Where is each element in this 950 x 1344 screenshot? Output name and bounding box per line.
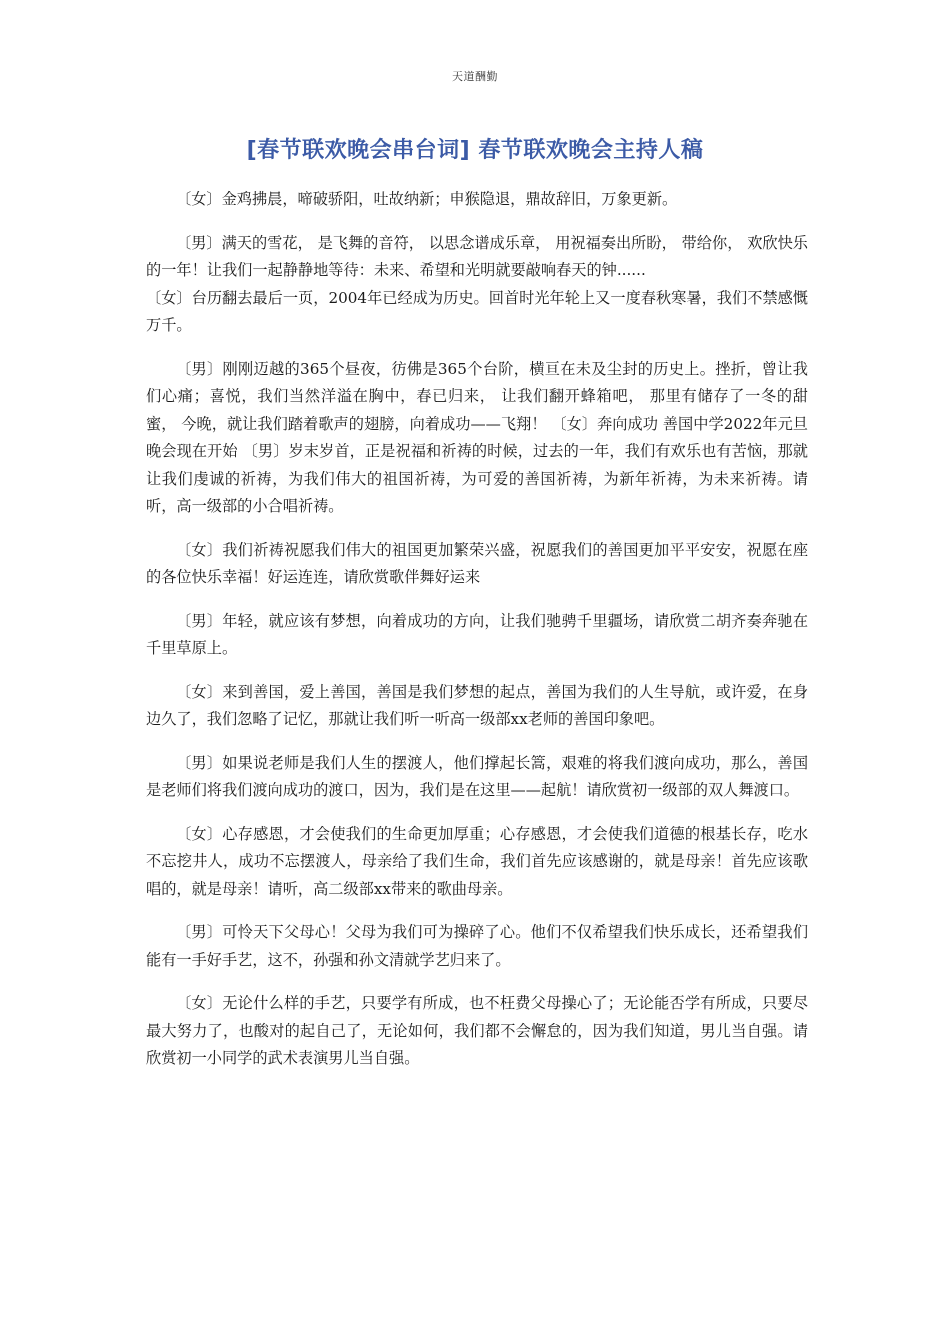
document-title: [春节联欢晚会串台词] 春节联欢晚会主持人稿 — [246, 138, 704, 163]
paragraph-9: 〔女〕心存感恩，才会使我们的生命更加厚重；心存感恩，才会使我们道德的根基长存，吃水不忘挖井人，成功不忘摆渡人，母亲给了我们生命，我们首先应该感谢的，就是母亲！首先应该歌唱的，就是母亲！请听，高二级部xx带来的歌曲母亲。 — [146, 824, 808, 898]
paragraph-10: 〔男〕可怜天下父母心！父母为我们可为操碎了心。他们不仅希望我们快乐成长，还希望我们能有一手好手艺，这不，孙强和孙文清就学艺归来了。 — [146, 923, 808, 969]
paragraph-11: 〔女〕无论什么样的手艺，只要学有所成，也不枉费父母操心了；无论能否学有所成，只要尽最大努力了，也酸对的起自己了，无论如何，我们都不会懈怠的，因为我们知道，男儿当自强。请欣赏初一小同学的武术表演男儿当自强。 — [146, 994, 808, 1067]
document-body — [146, 186, 808, 1089]
paragraph-8: 〔男〕如果说老师是我们人生的摆渡人，他们撑起长篙，艰难的将我们渡向成功，那么，善国是老师们将我们渡向成功的渡口，因为，我们是在这里——起航！请欣赏初一级部的双人舞渡口。 — [146, 753, 808, 799]
paragraph-7: 〔女〕来到善国，爱上善国，善国是我们梦想的起点，善国为我们的人生导航，或许爱，在身边久了，我们忽略了记忆，那就让我们听一听高一级部xx老师的善国印象吧。 — [146, 682, 808, 728]
paragraph-5: 〔女〕我们祈祷祝愿我们伟大的祖国更加繁荣兴盛，祝愿我们的善国更加平平安安，祝愿在座的各位快乐幸福！好运连连，请欣赏歌伴舞好运来 — [146, 540, 808, 586]
paragraph-1: 〔女〕金鸡拂晨，啼破骄阳，吐故纳新；申猴隐退，鼎故辞旧，万象更新。 — [176, 190, 678, 208]
paragraph-6: 〔男〕年轻，就应该有梦想，向着成功的方向，让我们驰骋千里疆场，请欣赏二胡齐奏奔驰在千里草原上。 — [146, 611, 808, 657]
paragraph-2: 〔男〕满天的雪花， 是飞舞的音符， 以思念谱成乐章， 用祝福奏出所盼， 带给你， 欢欣快乐的一年！让我们一起静静地等待：未来、希望和光明就要敲响春天的钟...... — [146, 233, 808, 279]
paragraph-4: 〔男〕刚刚迈越的365个昼夜，彷佛是365个台阶，横亘在未及尘封的历史上。挫折，曾让我们心痛；喜悦，我们当然洋溢在胸中，春已归来， 让我们翻开蜂箱吧， 那里有储存了一冬的甜蜜， 今晚，就让我们踏着歌声的翅膀，向着成功——飞翔！ 〔女〕奔向成功 善国中学2022年元旦晚会现在开始 〔男〕岁末岁首，正是祝福和祈祷的时候，过去的一年，我们有欢乐也有苦恼，那就让我们虔诚的祈祷，为我们伟大的祖国祈祷，为可爱的善国祈祷，为新年祈祷，为未来祈祷。请听，高一级部的小合唱祈祷。 — [146, 359, 808, 515]
paragraph-3: 〔女〕台历翻去最后一页，2004年已经成为历史。回首时光年轮上又一度春秋寒暑，我们不禁感慨万千。 — [146, 288, 808, 334]
page-header: 天道酬勤 — [452, 70, 498, 83]
